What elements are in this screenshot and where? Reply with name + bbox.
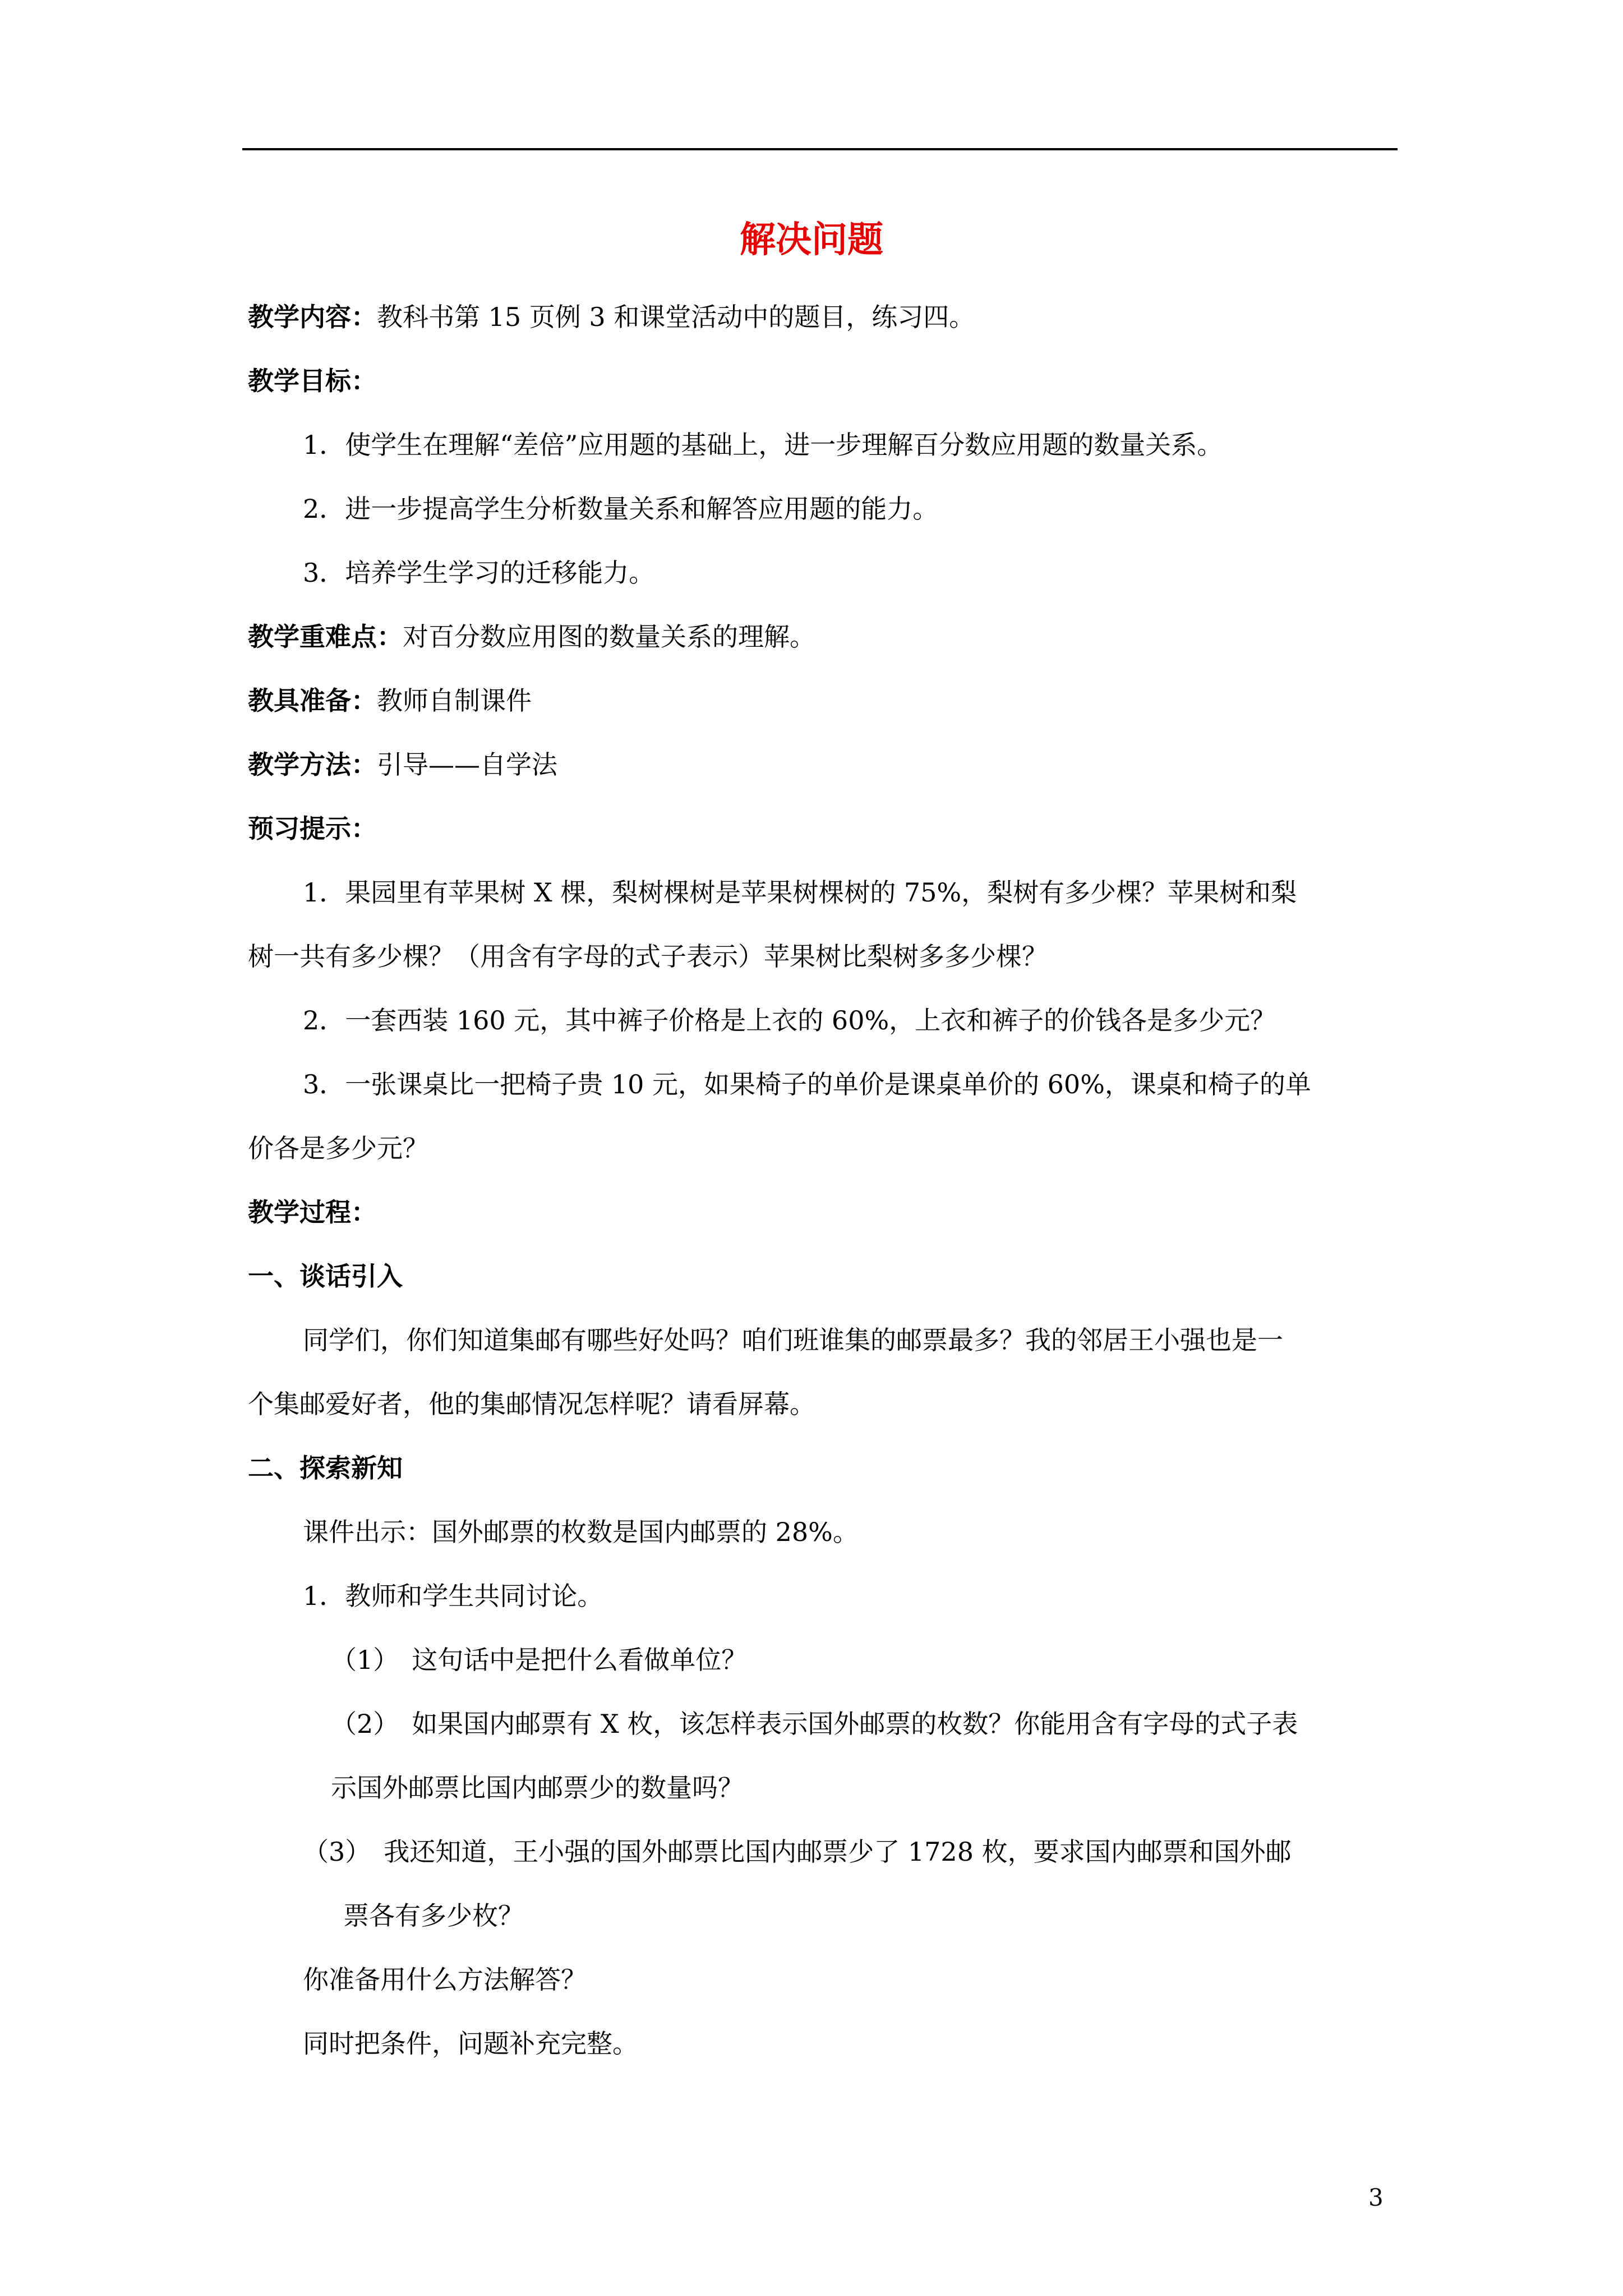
materials-label: 教具准备： <box>248 685 377 716</box>
sub-question-1: （1） 这句话中是把什么看做单位？ <box>331 1645 748 1675</box>
sub-question-3-line-1: （3） 我还知道，王小强的国外邮票比国内邮票少了 1728 枚，要求国内邮票和国外邮 <box>303 1837 1292 1867</box>
goal-item-3: 3．培养学生学习的迁移能力。 <box>303 558 655 588</box>
sub-question-3-line-2: 票各有多少枚？ <box>343 1901 524 1931</box>
sub-question-2-line-2: 示国外邮票比国内邮票少的数量吗？ <box>331 1773 744 1803</box>
preview-question-3-line-1: 3．一张课桌比一把椅子贵 10 元，如果椅子的单价是课桌单价的 60%，课桌和椅子的单 <box>303 1069 1311 1099</box>
page-number: 3 <box>1368 2184 1384 2211</box>
key-points-text: 对百分数应用图的数量关系的理解。 <box>403 622 815 652</box>
process-label: 教学过程： <box>248 1197 377 1227</box>
key-points-label: 教学重难点： <box>248 622 403 652</box>
content-label: 教学内容： <box>248 302 377 332</box>
complete-instruction: 同时把条件，问题补充完整。 <box>303 2028 638 2059</box>
courseware-text: 课件出示：国外邮票的枚数是国内邮票的 28%。 <box>303 1517 859 1547</box>
section-2-heading: 二、探索新知 <box>248 1453 403 1483</box>
preview-label: 预习提示： <box>248 813 377 844</box>
method-row <box>248 745 557 784</box>
method-text: 引导——自学法 <box>377 749 557 780</box>
content-text: 教科书第 15 页例 3 和课堂活动中的题目，练习四。 <box>377 302 975 332</box>
materials-text: 教师自制课件 <box>377 685 532 716</box>
key-points-row <box>248 617 815 656</box>
preview-question-2: 2．一套西装 160 元，其中裤子价格是上衣的 60%，上衣和裤子的价钱各是多少元？ <box>303 1005 1276 1036</box>
preview-question-3-line-2: 价各是多少元？ <box>248 1133 428 1163</box>
method-question: 你准备用什么方法解答？ <box>303 1964 587 1995</box>
section-1-heading: 一、谈话引入 <box>248 1261 403 1291</box>
content-row <box>248 297 975 337</box>
goal-item-1: 1．使学生在理解“差倍”应用题的基础上，进一步理解百分数应用题的数量关系。 <box>303 430 1223 460</box>
header-rule <box>242 148 1398 150</box>
materials-row <box>248 681 532 720</box>
method-label: 教学方法： <box>248 749 377 780</box>
goal-item-2: 2．进一步提高学生分析数量关系和解答应用题的能力。 <box>303 494 939 524</box>
page-title: 解决问题 <box>740 219 883 261</box>
sub-question-2-line-1: （2） 如果国内邮票有 X 枚，该怎样表示国外邮票的枚数？你能用含有字母的式子表 <box>331 1709 1298 1739</box>
section-1-paragraph-line-2: 个集邮爱好者，他的集邮情况怎样呢？请看屏幕。 <box>248 1389 815 1419</box>
section-1-paragraph-line-1: 同学们，你们知道集邮有哪些好处吗？咱们班谁集的邮票最多？我的邻居王小强也是一 <box>303 1325 1283 1355</box>
preview-question-1-line-2: 树一共有多少棵？（用含有字母的式子表示）苹果树比梨树多多少棵？ <box>248 941 1048 972</box>
preview-question-1-line-1: 1．果园里有苹果树 X 棵，梨树棵树是苹果树棵树的 75%，梨树有多少棵？苹果树和梨 <box>303 877 1297 908</box>
goals-label: 教学目标： <box>248 366 377 396</box>
step-1-text: 1．教师和学生共同讨论。 <box>303 1581 603 1611</box>
